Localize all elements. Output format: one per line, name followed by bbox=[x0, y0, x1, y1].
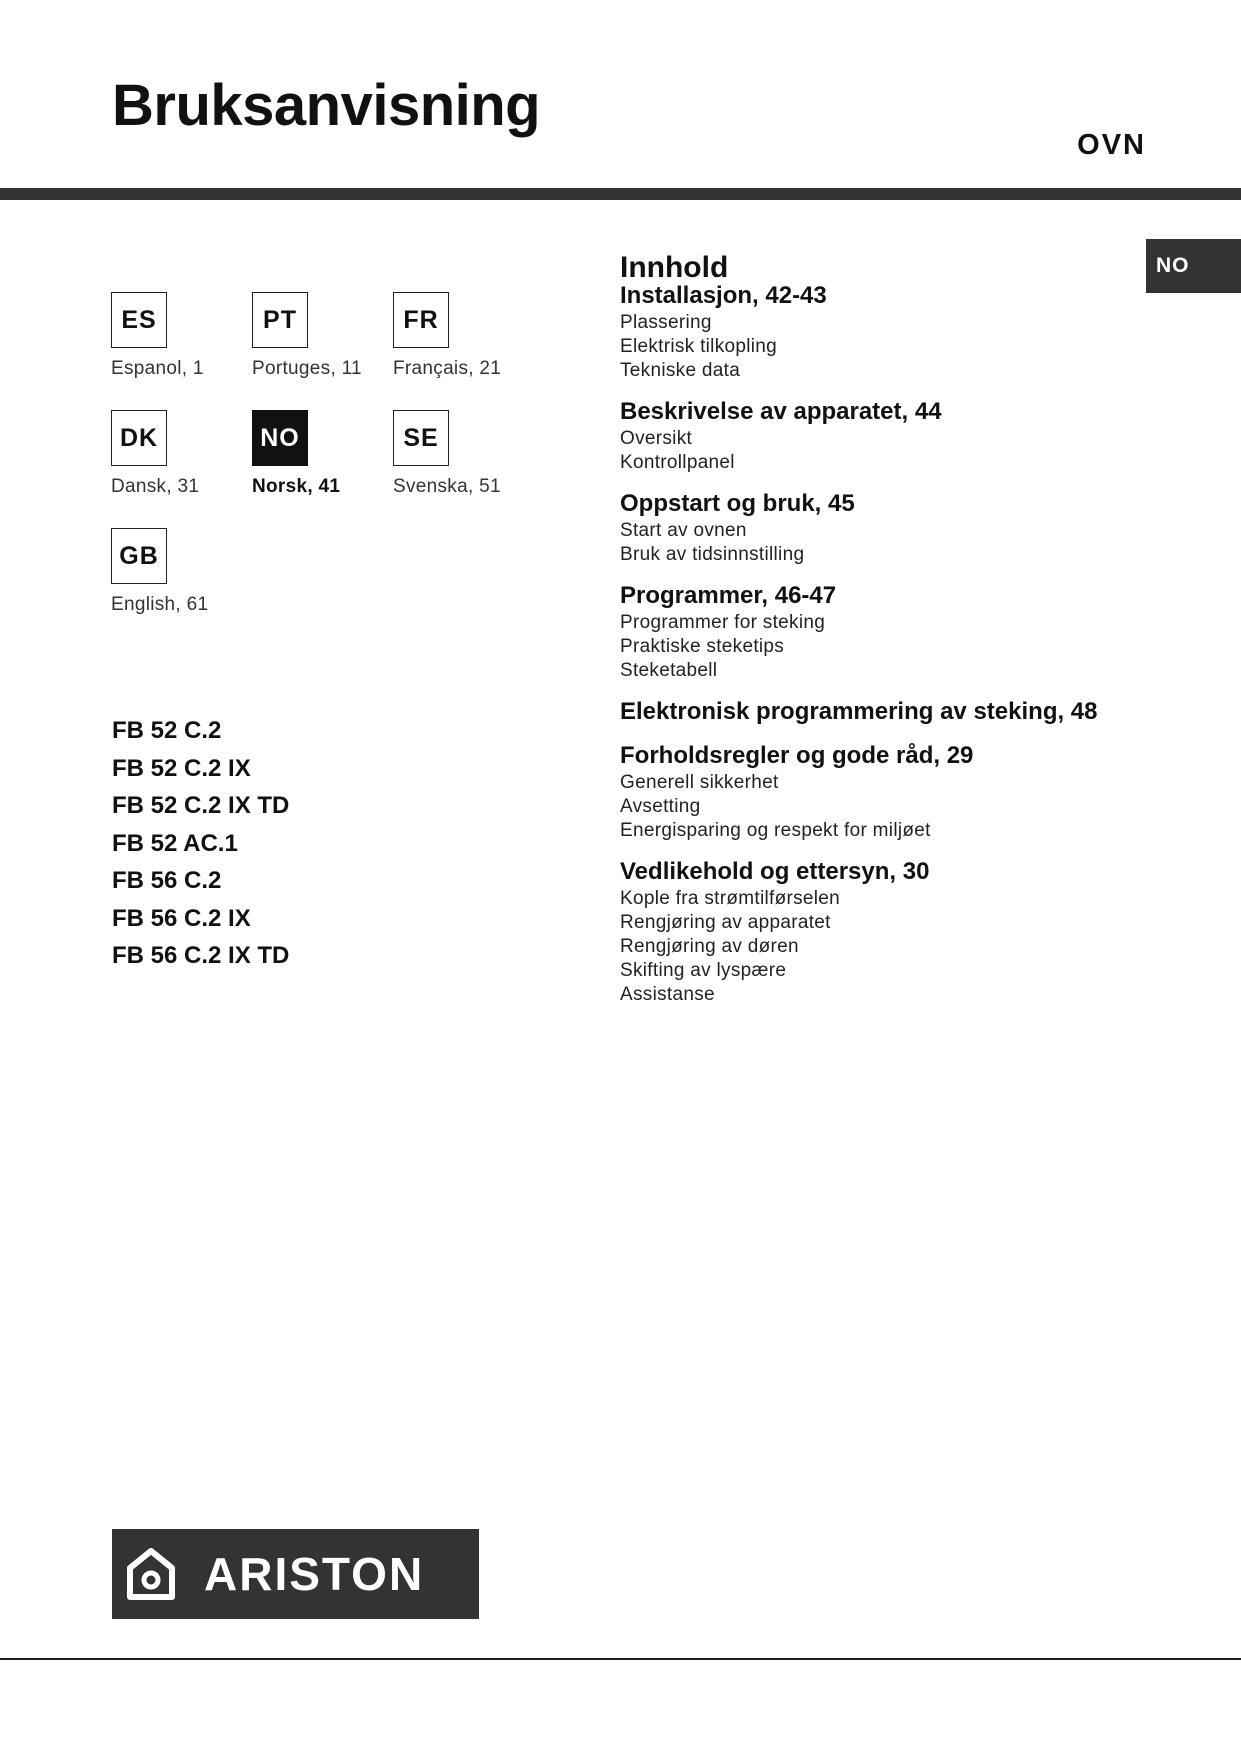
toc-section-installation bbox=[620, 281, 1140, 383]
language-code-box: FR bbox=[393, 292, 449, 348]
language-label: Espanol, 1 bbox=[111, 358, 204, 379]
language-label: Français, 21 bbox=[393, 358, 502, 379]
toc-item[interactable]: Energisparing og respekt for miljøet bbox=[620, 820, 931, 841]
toc-item[interactable]: Kontrollpanel bbox=[620, 452, 735, 473]
house-icon bbox=[126, 1546, 176, 1602]
toc-item[interactable]: Kople fra strømtilførselen bbox=[620, 888, 841, 909]
toc-item[interactable]: Tekniske data bbox=[620, 360, 741, 381]
toc-item[interactable]: Praktiske steketips bbox=[620, 636, 785, 657]
document-title: Bruksanvisning bbox=[112, 72, 541, 138]
toc-item[interactable]: Skifting av lyspære bbox=[620, 960, 787, 981]
toc-item[interactable]: Generell sikkerhet bbox=[620, 772, 779, 793]
toc-section-title[interactable]: Oppstart og bruk, 45 bbox=[620, 490, 855, 517]
toc-item[interactable]: Programmer for steking bbox=[620, 612, 826, 633]
toc-section-precautions bbox=[620, 741, 1140, 843]
language-gb[interactable] bbox=[111, 528, 251, 616]
toc-item[interactable]: Bruk av tidsinnstilling bbox=[620, 544, 805, 565]
model-item: FB 52 C.2 IX TD bbox=[112, 792, 290, 819]
product-category: OVN bbox=[1077, 129, 1146, 161]
toc-section-title[interactable]: Beskrivelse av apparatet, 44 bbox=[620, 398, 942, 425]
toc-section-description bbox=[620, 397, 1140, 475]
brand-logo bbox=[112, 1529, 479, 1619]
toc-item[interactable]: Avsetting bbox=[620, 796, 701, 817]
model-item: FB 56 C.2 bbox=[112, 867, 222, 894]
language-code-box: GB bbox=[111, 528, 167, 584]
language-code-box-active: NO bbox=[252, 410, 308, 466]
model-item: FB 52 AC.1 bbox=[112, 829, 238, 857]
toc-section-title[interactable]: Installasjon, 42-43 bbox=[620, 282, 827, 309]
language-label: English, 61 bbox=[111, 594, 209, 615]
language-code-box: DK bbox=[111, 410, 167, 466]
brand-wordmark: ARISTON bbox=[204, 1548, 425, 1600]
language-label: Svenska, 51 bbox=[393, 476, 501, 497]
language-label: Portuges, 11 bbox=[252, 358, 362, 379]
toc-item[interactable]: Plassering bbox=[620, 312, 712, 333]
language-code-box: SE bbox=[393, 410, 449, 466]
language-se[interactable] bbox=[393, 410, 533, 498]
toc-item[interactable]: Start av ovnen bbox=[620, 520, 747, 541]
header-divider bbox=[0, 188, 1241, 200]
model-item: FB 52 C.2 IX bbox=[112, 754, 251, 782]
model-item: FB 52 C.2 bbox=[112, 717, 222, 744]
language-fr[interactable] bbox=[393, 292, 533, 380]
language-code-box: ES bbox=[111, 292, 167, 348]
language-pt[interactable] bbox=[252, 292, 392, 380]
toc-item[interactable]: Steketabell bbox=[620, 660, 718, 681]
language-side-tab: NO bbox=[1146, 239, 1241, 293]
toc-item[interactable]: Rengjøring av døren bbox=[620, 936, 799, 957]
toc-section-title[interactable]: Vedlikehold og ettersyn, 30 bbox=[620, 858, 930, 885]
language-no[interactable] bbox=[252, 410, 392, 498]
language-dk[interactable] bbox=[111, 410, 251, 498]
toc-item[interactable]: Rengjøring av apparatet bbox=[620, 912, 831, 933]
toc-heading: Innhold bbox=[620, 250, 729, 284]
toc-section-electronic-programming bbox=[620, 697, 1140, 727]
toc-item[interactable]: Elektrisk tilkopling bbox=[620, 336, 777, 357]
toc-item[interactable]: Oversikt bbox=[620, 428, 693, 449]
language-es[interactable] bbox=[111, 292, 251, 380]
toc-section-title[interactable]: Elektronisk programmering av steking, 48 bbox=[620, 698, 1098, 725]
table-of-contents bbox=[620, 281, 1140, 1021]
language-label: Dansk, 31 bbox=[111, 476, 200, 497]
toc-section-title[interactable]: Forholdsregler og gode råd, 29 bbox=[620, 742, 974, 769]
toc-section-title[interactable]: Programmer, 46-47 bbox=[620, 582, 837, 609]
model-item: FB 56 C.2 IX bbox=[112, 904, 251, 932]
toc-section-maintenance bbox=[620, 857, 1140, 1007]
language-label-active: Norsk, 41 bbox=[252, 476, 341, 497]
language-code-box: PT bbox=[252, 292, 308, 348]
toc-section-programs bbox=[620, 581, 1140, 683]
model-item: FB 56 C.2 IX TD bbox=[112, 942, 290, 969]
toc-item[interactable]: Assistanse bbox=[620, 984, 715, 1005]
footer-divider bbox=[0, 1658, 1241, 1660]
model-list bbox=[112, 712, 289, 975]
toc-section-startup bbox=[620, 489, 1140, 567]
